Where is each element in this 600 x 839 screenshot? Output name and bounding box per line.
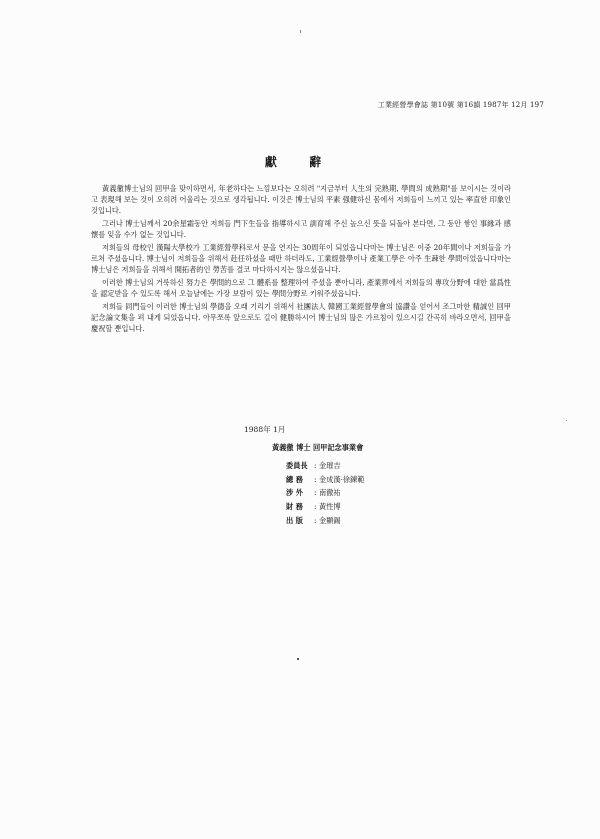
- committee-role: 涉 外: [286, 488, 303, 498]
- paragraph: 黃義徹博士님의 回甲을 맞이하면서, 年老하다는 느낌보다는 오히려 "지금부터 人生의 完熟期, 學問의 成熟期"를 보이시는 것이라고 表現해 보는 것이 오히려 어울리는 것으로 생각됩니다. 이것은 博士님의 平素 强健하신 몸에서 저희들이 느끼고 있는 率直한 印象인 것입니다.: [91, 184, 511, 216]
- committee-row: 總 務 : 金成漢·徐鍊範: [286, 473, 364, 487]
- running-header: 工業經營學會誌 第10號 第16韻 1987年 12月 197: [377, 101, 544, 109]
- paragraph: 저희들의 母校인 漢陽大學校가 工業經營學科로서 문을 연지는 30周年이 되었읍니다마는 博士님은 이중 20年間이나 저희들을 가르쳐 주셨읍니다. 博士님이 저희들을 위해서 赴任하셨을 때만 하더라도, 工業經營學이나 產業工學은 아주 生疎한 學問이었읍니다마는 博士님은 저희들을 위해서 開拓者的인 勞苦를 결코 마다하시지는 않으셨읍니다.: [91, 243, 511, 275]
- committee-role: 財 務: [286, 502, 303, 512]
- committee-role: 出 版: [286, 515, 303, 525]
- committee-list: [286, 459, 364, 528]
- paragraph: 이러한 博士님의 거룩하신 努力은 學問的으로 그 體系를 整理하여 주셨을 뿐아니라, 產業界에서 저희들의 專攻分野에 대한 當爲性을 認定받을 수 있도록 해서 오늘날에는 가장 보람이 있는 學問分野로 키워주셨읍니다.: [91, 278, 511, 299]
- paragraph: 그러나 博士님께서 20余星霜동안 저희들 門下生들을 指導하시고 訓育해 주신 높으신 뜻을 되돌아 본다면, 그 동안 쌓인 事緣과 感懷를 잊을 수가 없는 것입니다.: [91, 219, 511, 240]
- dedication-date: 1988年 1月: [244, 425, 286, 434]
- paragraph: 저희들 同門들이 이러한 博士님의 學德을 오래 기리기 위해서 社團法人 韓國工業經營學會의 協讚을 얻어서 조그마한 精誠인 回甲記念論文集을 펴 내게 되었읍니다. 아무쪼록 앞으로도 길이 健勝하시어 博士님의 많은 가르침이 있으시길 간곡히 바라오면서, 回甲을 慶祝할 뿐입니다.: [91, 302, 511, 334]
- committee-member: 金顯錫: [319, 515, 341, 525]
- scan-speck: [300, 30, 301, 33]
- committee-row: 財 務 : 黃性博: [286, 500, 364, 514]
- committee-member: 南徹祐: [319, 488, 341, 498]
- scan-mark: [297, 658, 299, 660]
- organization-name: 黃義徹 博士 回甲記念事業會: [272, 443, 364, 452]
- committee-row: 委員長 : 金璀吉: [286, 459, 364, 473]
- committee-row: 出 版 : 金顯錫: [286, 514, 364, 528]
- committee-member: 金成漢·徐鍊範: [319, 474, 365, 484]
- committee-role: 總 務: [286, 474, 303, 484]
- committee-member: 金璀吉: [319, 461, 341, 470]
- dedication-body: [91, 183, 511, 336]
- page-title: 獻 辭: [264, 155, 336, 169]
- committee-member: 黃性博: [319, 502, 341, 512]
- scan-speck: [566, 420, 567, 421]
- committee-row: 涉 外 : 南徹祐: [286, 486, 364, 500]
- committee-role: 委員長: [286, 461, 308, 470]
